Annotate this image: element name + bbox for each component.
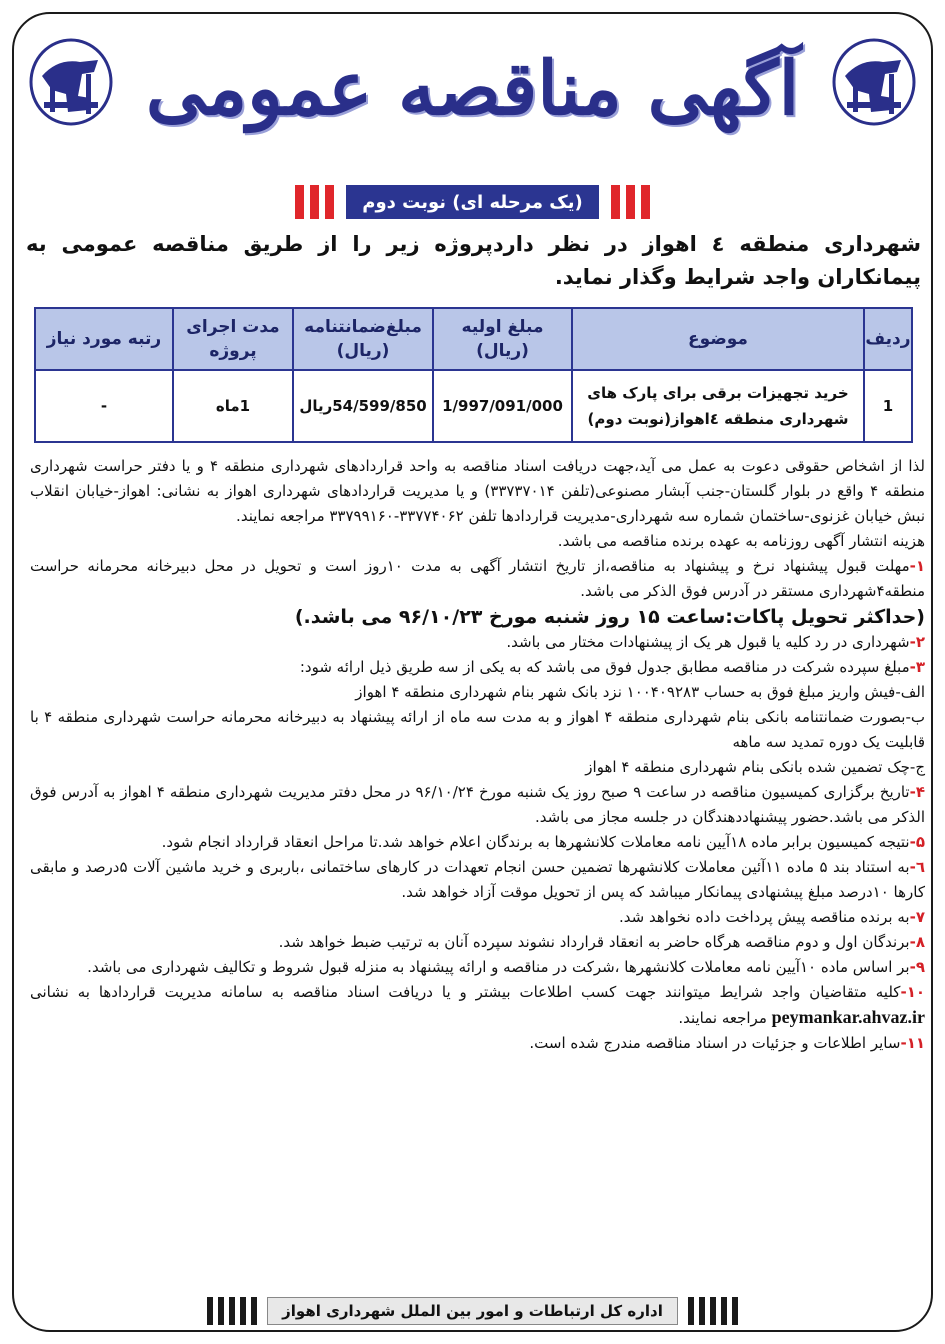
condition-text: شهرداری در رد کلیه یا قبول هر یک از پیشنهادات مختار می باشد. (506, 633, 910, 651)
condition-number: ۳- (909, 658, 925, 676)
footer-label: اداره کل ارتباطات و امور بین الملل شهرداری اهواز (267, 1297, 678, 1325)
condition-number: ۴- (909, 783, 925, 801)
cell-rank: - (35, 370, 173, 442)
condition-number: ۷- (909, 908, 925, 926)
condition-text: برندگان اول و دوم مناقصه هرگاه حاضر به انعقاد قرارداد نشوند سپرده آنان به ترتیب ضبط خواهد شد. (278, 933, 910, 951)
header (14, 14, 931, 213)
header-guarantee: مبلغ‌ضمانتنامه (ریال) (293, 308, 433, 370)
header-subject: موضوع (572, 308, 864, 370)
condition-3c: ج-چک تضمین شده بانکی بنام شهرداری منطقه ۴ اهواز (585, 758, 925, 776)
condition-7 (30, 905, 925, 930)
page-title: آگهی مناقصه عمومی (145, 46, 800, 132)
round-label: (یک مرحله ای) نوبت دوم (346, 185, 598, 219)
header-row-number: ردیف (864, 308, 912, 370)
condition-1 (30, 554, 925, 604)
condition-text: کلیه متقاضیان واجد شرایط میتوانند جهت کسب اطلاعات بیشتر و یا دریافت اسناد مناقصه به سامانه مدیریت قراردادها به نشانی (30, 983, 901, 1001)
condition-text: به برنده مناقصه پیش پرداخت داده نخواهد شد. (619, 908, 910, 926)
header-duration: مدت اجرای پروژه (173, 308, 293, 370)
condition-4 (30, 780, 925, 830)
deadline-line: (حداکثر تحویل پاکات:ساعت ۱۵ روز شنبه مورخ ۹۶/۱۰/۲۳ می باشد.) (294, 606, 925, 628)
condition-8 (30, 930, 925, 955)
condition-number: ٦- (909, 858, 925, 876)
condition-3a: الف-فیش واریز مبلغ فوق به حساب ۱۰۰۴۰۹۲۸۳ نزد بانک شهر بنام شهرداری منطقه ۴ اهواز (355, 683, 925, 701)
round-banner (14, 184, 931, 220)
cell-row-number: 1 (864, 370, 912, 442)
website-link[interactable]: peymankar.ahvaz.ir (771, 1007, 925, 1027)
invitation-paragraph: لذا از اشخاص حقوقی دعوت به عمل می آید،جهت دریافت اسناد مناقصه به واحد قراردادهای شهرداری منطقه ۴ و یا دفتر حراست شهرداری منطقه ۴ واقع در بلوار گلستان-جنب آبشار مصنوعی(تلفن ۳۳۷۳۷۰۱۴) و یا مدیریت قراردادهای شهرداری اهواز به نشانی: اهواز-خیابان انقلاب نبش خیابان غزنوی-ساختمان شماره سه شهرداری-مدیریت قراردادها تلفن ۳۳۷۷۴۰۶۲-۳۳۷۹۹۱۶۰ مراجعه نمایند. (30, 457, 926, 525)
decorative-bars (611, 185, 650, 219)
condition-5 (30, 830, 925, 855)
condition-6 (30, 855, 925, 905)
condition-3b: ب-بصورت ضمانتنامه بانکی بنام شهرداری منطقه ۴ اهواز و به مدت سه ماه از ارائه پیشنهاد به دبیرخانه محرمانه حراست شهرداری منطقه ۴ با قابلیت یک دوره تمدید سه ماهه (30, 708, 925, 751)
header-rank: رتبه مورد نیاز (35, 308, 173, 370)
condition-text: نتیجه کمیسیون برابر ماده ۱۸آیین نامه معاملات کلانشهرها به برندگان اعلام خواهد شد.تا مراحل انعقاد قرارداد انجام شود. (161, 833, 910, 851)
condition-number: ۵- (909, 833, 925, 851)
condition-text: مبلغ سپرده شرکت در مناقصه مطابق جدول فوق می باشد که به یکی از سه طریق ذیل ارائه شود: (299, 658, 910, 676)
table-header-row (35, 308, 912, 370)
condition-text: مراجعه نمایند. (678, 1009, 767, 1027)
decorative-bars (295, 185, 334, 219)
condition-text: تاریخ برگزاری کمیسیون مناقصه در ساعت ۹ صبح روز یک شنبه مورخ ۹۶/۱۰/۲۴ در محل دفتر مدیریت شهرداری منطقه ۴ اهواز به آدرس فوق الذکر می باشد.حضور پیشنهاددهندگان در جلسه مجاز می باشد. (30, 783, 925, 826)
condition-number: ۸- (909, 933, 925, 951)
cell-subject: خرید تجهیزات برقی برای پارک های شهرداری منطقه ٤اهواز(نوبت دوم) (572, 370, 864, 442)
condition-number: ۱- (909, 557, 925, 575)
conditions-text (30, 454, 925, 1056)
footer (0, 1296, 945, 1326)
condition-text: سایر اطلاعات و جزئیات در اسناد مناقصه مندرج شده است. (529, 1034, 901, 1052)
condition-11 (30, 1031, 925, 1056)
condition-number: ۹- (909, 958, 925, 976)
condition-number: ۱۱- (900, 1034, 925, 1052)
condition-text: مهلت قبول پیشنهاد نرخ و پیشنهاد به مناقصه،از تاریخ انتشار آگهی به مدت ۱۰روز است و تحویل در محل دبیرخانه محرمانه حراست منطقه۴شهرداری مستقر در آدرس فوق الذکر می باشد. (30, 557, 925, 600)
header-initial-amount: مبلغ اولیه (ریال) (433, 308, 572, 370)
condition-number: ۱۰- (900, 983, 925, 1001)
intro-text: شهرداری منطقه ٤ اهواز در نظر داردپروژه زیر را از طریق مناقصه عمومی به پیمانکاران واجد شرایط وگذار نماید. (26, 232, 921, 289)
condition-text: بر اساس ماده ۱۰آیین نامه معاملات کلانشهرها ،شرکت در مناقصه و ارائه پیشنهاد به منزله قبول شروط و تکالیف شهرداری می باشد. (87, 958, 910, 976)
ad-cost-paragraph: هزینه انتشار آگهی روزنامه به عهده برنده مناقصه می باشد. (557, 532, 925, 550)
cell-initial-amount: 1/997/091/000 (433, 370, 572, 442)
decorative-bars (207, 1297, 257, 1325)
municipality-logo-icon (831, 36, 917, 136)
condition-number: ۲- (909, 633, 925, 651)
cell-guarantee: 54/599/850ریال (293, 370, 433, 442)
table-row (35, 370, 912, 442)
condition-text: به استناد بند ۵ ماده ۱۱آئین معاملات کلانشهرها تضمین حسن انجام تعهدات در کارهای ساختمانی ،باربری و خرید ماشین آلات ۵درصد و مابقی کارها ۱۰درصد مبلغ پیشنهادی پیمانکار میباشد که پس از تحویل موقت آزاد خواهد شد. (30, 858, 925, 901)
municipality-logo-icon (28, 36, 114, 136)
condition-3 (30, 655, 925, 680)
condition-2 (30, 630, 925, 655)
decorative-bars (688, 1297, 738, 1325)
condition-9 (30, 955, 925, 980)
condition-10 (30, 980, 925, 1031)
cell-duration: 1ماه (173, 370, 293, 442)
tender-table (34, 307, 913, 443)
